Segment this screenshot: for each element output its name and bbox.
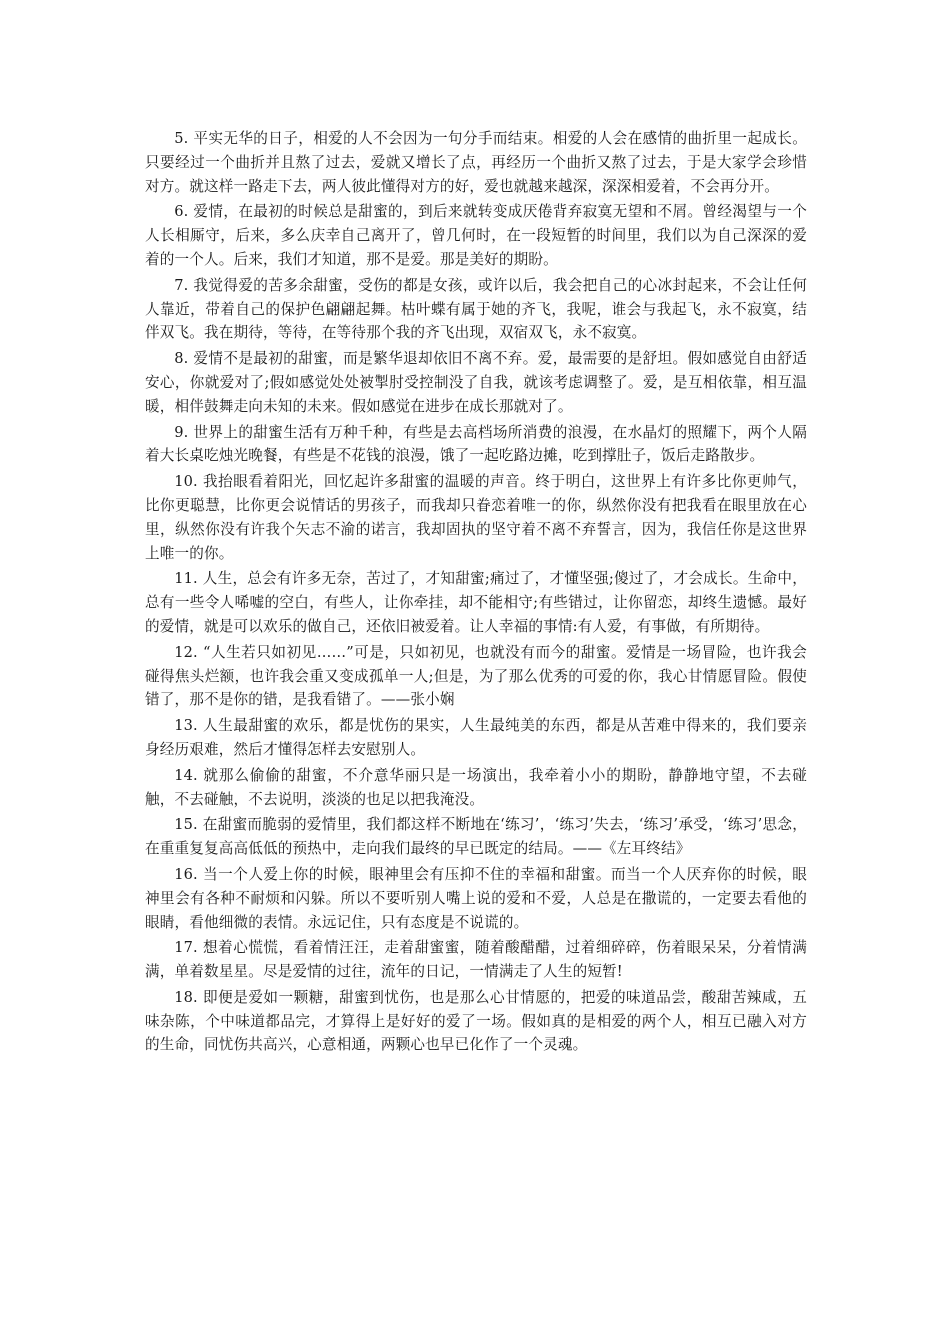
paragraph-12: 12. “人生若只如初见……”可是，只如初见，也就没有而今的甜蜜。爱情是一场冒险，也许我会碰得焦头烂额，也许我会重又变成孤单一人;但是，为了那么优秀的可爱的你，我心甘情愿冒险。假使错了，那不是你的错，是我看错了。——张小娴: [145, 643, 807, 709]
paragraph-14: 14. 就那么偷偷的甜蜜，不介意华丽只是一场演出，我牵着小小的期盼，静静地守望，不去碰触，不去碰触，不去说明，淡淡的也足以把我淹没。: [145, 766, 807, 808]
paragraph-11: 11. 人生，总会有许多无奈，苦过了，才知甜蜜;痛过了，才懂坚强;傻过了，才会成长。生命中，总有一些令人唏嘘的空白，有些人，让你牵挂，却不能相守;有些错过，让你留恋，却终生遗憾。最好的爱情，就是可以欢乐的做自己，还依旧被爱着。让人幸福的事情:有人爱，有事做，有所期待。: [145, 570, 807, 635]
paragraph-13: 13. 人生最甜蜜的欢乐，都是忧伤的果实，人生最纯美的东西，都是从苦难中得来的，我们要亲身经历艰难，然后才懂得怎样去安慰别人。: [145, 717, 807, 758]
paragraph-8: 8. 爱情不是最初的甜蜜，而是繁华退却依旧不离不弃。爱，最需要的是舒坦。假如感觉自由舒适安心，你就爱对了;假如感觉处处被掣肘受控制没了自我，就该考虑调整了。爱，是互相依靠，相互温暖，相伴鼓舞走向未知的未来。假如感觉在进步在成长那就对了。: [145, 350, 807, 415]
paragraph-10: 10. 我抬眼看着阳光，回忆起许多甜蜜的温暖的声音。终于明白，这世界上有许多比你更帅气，比你更聪慧，比你更会说情话的男孩子，而我却只眷恋着唯一的你，纵然你没有把我看在眼里放在心里，纵然你没有许我个矢志不渝的诺言，我却固执的坚守着不离不弃誓言，因为，我信任你是这世界上唯一的你。: [145, 473, 807, 562]
paragraph-7: 7. 我觉得爱的苦多余甜蜜，受伤的都是女孩，或许以后，我会把自己的心冰封起来，不会让任何人靠近，带着自己的保护色翩翩起舞。枯叶蝶有属于她的齐飞，我呢，谁会与我起飞，永不寂寞，结伴双飞。我在期待，等待，在等待那个我的齐飞出现，双宿双飞，永不寂寞。: [145, 276, 807, 342]
paragraph-9: 9. 世界上的甜蜜生活有万种千种，有些是去高档场所消费的浪漫，在水晶灯的照耀下，两个人隔着大长桌吃烛光晚餐，有些是不花钱的浪漫，饿了一起吃路边摊，吃到撑肚子，饭后走路散步。: [145, 423, 807, 465]
paragraph-6: 6. 爱情，在最初的时候总是甜蜜的，到后来就转变成厌倦背弃寂寞无望和不屑。曾经渴望与一个人长相厮守，后来，多么庆幸自己离开了，曾几何时，在一段短暂的时间里，我们以为自己深深的爱着的一个人。后来，我们才知道，那不是爱。那是美好的期盼。: [145, 203, 807, 268]
document-body: [145, 127, 807, 1059]
paragraph-16: 16. 当一个人爱上你的时候，眼神里会有压抑不住的幸福和甜蜜。而当一个人厌弃你的时候，眼神里会有各种不耐烦和闪躲。所以不要听别人嘴上说的爱和不爱，人总是在撒谎的，一定要去看他的眼睛，看他细微的表情。永远记住，只有态度是不说谎的。: [145, 865, 807, 931]
paragraph-18: 18. 即便是爱如一颗糖，甜蜜到忧伤，也是那么心甘情愿的，把爱的味道品尝，酸甜苦辣咸，五味杂陈，个中味道都品完，才算得上是好好的爱了一场。假如真的是相爱的两个人，相互已融入对方的生命，同忧伤共高兴，心意相通，两颗心也早已化作了一个灵魂。: [145, 988, 807, 1054]
paragraph-15: 15. 在甜蜜而脆弱的爱情里，我们都这样不断地在‘练习’，‘练习’失去，‘练习’承受，‘练习’思念，在重重复复高高低低的预热中，走向我们最终的早已既定的结局。——《左耳终结》: [145, 816, 807, 858]
paragraph-17: 17. 想着心慌慌，看着情汪汪，走着甜蜜蜜，随着酸醋醋，过着细碎碎，伤着眼呆呆，分着情满满，单着数星星。尽是爱情的过往，流年的日记，一情满走了人生的短暂!: [145, 939, 807, 981]
paragraph-5: 5. 平实无华的日子，相爱的人不会因为一句分手而结束。相爱的人会在感情的曲折里一起成长。只要经过一个曲折并且熬了过去，爱就又增长了点，再经历一个曲折又熬了过去，于是大家学会珍惜对方。就这样一路走下去，两人彼此懂得对方的好，爱也就越来越深，深深相爱着，不会再分开。: [145, 130, 807, 195]
